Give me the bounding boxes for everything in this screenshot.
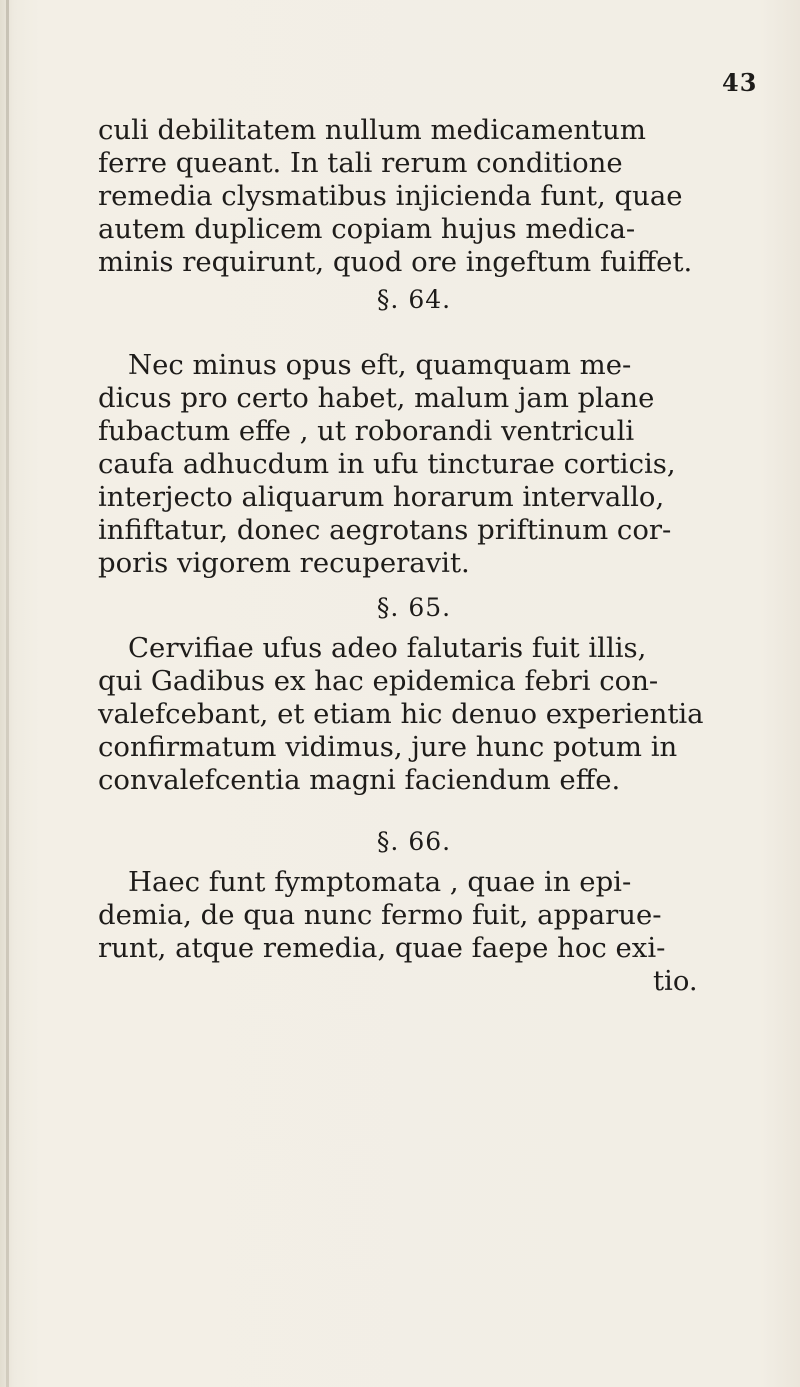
text-line: Nec minus opus eft, quamquam me- xyxy=(128,349,632,381)
paragraph-65 xyxy=(98,632,738,797)
page-number: 43 xyxy=(722,68,758,97)
text-line: minis requirunt, quod ore ingeftum fuiffet. xyxy=(98,246,693,278)
catchword: tio. xyxy=(653,965,698,997)
section-heading-65: §. 65. xyxy=(376,593,452,622)
text-line: convalefcentia magni faciendum effe. xyxy=(98,764,621,796)
text-line: ferre queant. In tali rerum conditione xyxy=(98,147,623,179)
text-line: culi debilitatem nullum medicamentum xyxy=(98,114,646,146)
text-line: runt, atque remedia, quae faepe hoc exi- xyxy=(98,932,666,964)
text-line: remedia clysmatibus injicienda funt, quae xyxy=(98,180,683,212)
text-line: autem duplicem copiam hujus medica- xyxy=(98,213,636,245)
text-line: infiftatur, donec aegrotans priftinum cor- xyxy=(98,514,672,546)
text-line: interjecto aliquarum horarum intervallo, xyxy=(98,481,665,513)
section-heading-64: §. 64. xyxy=(376,285,452,314)
text-line: poris vigorem recuperavit. xyxy=(98,547,470,579)
text-line: dicus pro certo habet, malum jam plane xyxy=(98,382,655,414)
text-line: Haec funt fymptomata , quae in epi- xyxy=(128,866,632,898)
text-line: Cervifiae ufus adeo falutaris fuit illis, xyxy=(128,632,647,664)
paragraph-64 xyxy=(98,349,738,580)
text-line: confirmatum vidimus, jure hunc potum in xyxy=(98,731,678,763)
text-line: caufa adhucdum in ufu tincturae corticis, xyxy=(98,448,676,480)
paragraph-66 xyxy=(98,866,738,998)
section-heading-66: §. 66. xyxy=(376,827,452,856)
binding-gutter xyxy=(6,0,9,1387)
text-line: qui Gadibus ex hac epidemica febri con- xyxy=(98,665,659,697)
text-line: demia, de qua nunc fermo fuit, apparue- xyxy=(98,899,662,931)
text-line: fubactum effe , ut roborandi ventriculi xyxy=(98,415,635,447)
paragraph-continuation xyxy=(98,114,738,279)
text-line: valefcebant, et etiam hic denuo experientia xyxy=(98,698,704,730)
